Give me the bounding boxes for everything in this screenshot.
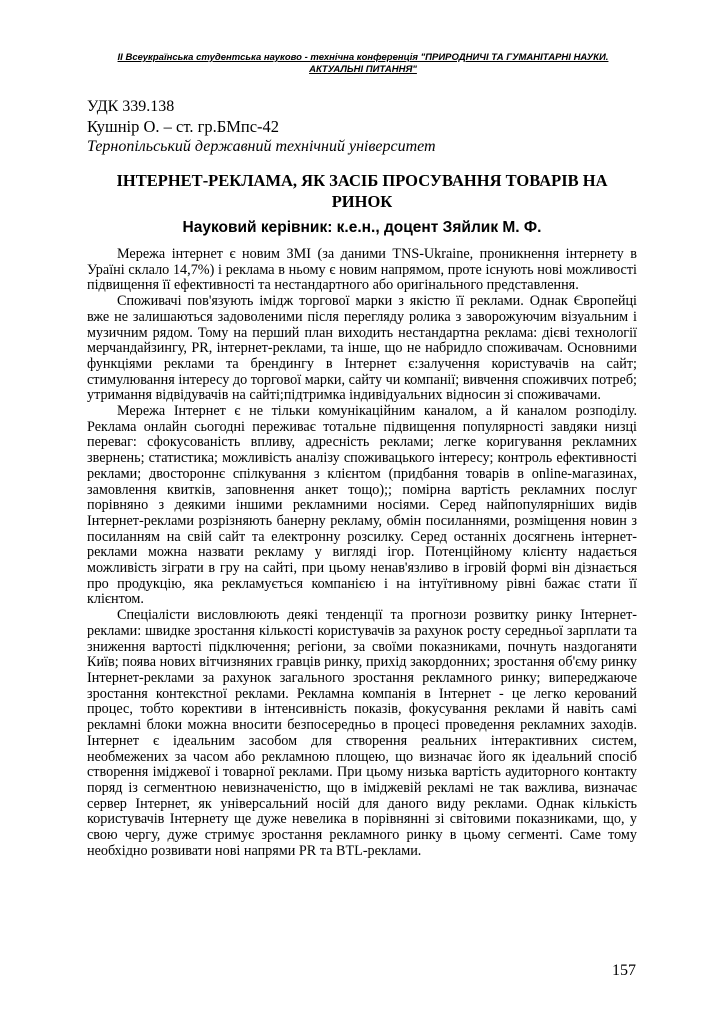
paper-title: ІНТЕРНЕТ-РЕКЛАМА, ЯК ЗАСІБ ПРОСУВАННЯ ТОВАРІВ НА РИНОК xyxy=(116,171,608,211)
body-paragraph: Споживачі пов'язують імідж торгової марки з якістю її реклами. Однак Європейці вже не залишаються задоволеними після перегляду ролика з заворожуючим візуальним і музичним рядом. Тому на перший план виходить нестандартна реклама: дієві технології мерчандайзингу, PR, інтернет-реклами, та інше, що не набридло споживачам. Основними функціями реклами та брендингу в Інтернет є:залучення користувачів на сайт; стимулювання інтересу до торгової марки, сайту чи компанії; вивчення споживчих потреб; утримання відвідувачів на сайті;підтримка індивідуальних відносин зі споживачами. xyxy=(87,293,637,404)
author: Кушнір О. – ст. гр.БМпс-42 xyxy=(87,117,280,136)
paper-body xyxy=(87,247,637,859)
conference-header-line1: ІІ Всеукраїнська студентська науково - технічна конференція "ПРИРОДНИЧІ ТА ГУМАНІТАРНІ НАУКИ. xyxy=(117,52,609,63)
page-number: 157 xyxy=(612,962,636,979)
conference-header-line2: АКТУАЛЬНІ ПИТАННЯ" xyxy=(309,64,417,75)
conference-header xyxy=(90,52,636,76)
body-paragraph: Мережа Інтернет є не тільки комунікаційним каналом, а й каналом розподілу. Реклама онлайн сьогодні переживає тотальне підвищення популярності завдяки низці переваг: сфокусованість впливу, адресність реклами; легке коригування рекламних звернень; статистика; можливість аналізу споживацького інтересу; контроль ефективності реклами; двостороннє спілкування з клієнтом (придбання товарів в online-магазинах, замовлення квитків, заповнення анкет тощо);; помірна вартість рекламних послуг порівняно з деякими іншими рекламними носіями. Серед найпопулярніших видів Інтернет-реклами розрізняють банерну рекламу, обмін посиланнями, розміщення новин з посиланням на свій сайт та електронну розсилку. Серед останніх досягнень інтернет-реклами можна назвати рекламу у вигляді ігор. Потенційному клієнту надається можливість зіграти в гру на сайті, при цьому ненав'язливо в ігровій формі він дізнається про продукцію, яка рекламується компанією і на інтуїтивному рівні бажає стати її клієнтом. xyxy=(87,403,637,608)
affiliation: Тернопільський державний технічний університет xyxy=(87,138,436,155)
body-paragraph: Спеціалісти висловлюють деякі тенденції та прогнози розвитку ринку Інтернет-реклами: швидке зростання кількості користувачів за рахунок росту середньої зарплати та зниження вартості підключення; регіони, за своїми показниками, почнуть наздоганяти Київ; поява нових вітчизняних гравців ринку, прихід закордонних; зростання об'єму ринку Інтернет-реклами за рахунок загального зростання рекламного ринку; випереджаюче зростання контекстної реклами. Рекламна компанія в Інтернет - це легко керований процес, тобто корективи в інтенсивність показів, фокусування реклами й навіть самі рекламні блоки можна вносити безпосередньо в процесі проведення рекламних заходів. Інтернет є ідеальним засобом для створення реальних інтерактивних систем, необмежених за часом або рекламною площею, що визначає його як ідеальний спосіб створення іміджевої і товарної реклами. При цьому низька вартість аудиторного контакту поряд із сегментною невизначеністю, що в іміджевій рекламі не так важлива, визначає сервер Інтернет, як універсальний носій для даного виду реклами. Однак кількість користувачів Інтернету ще дуже невелика в порівнянні зі світовими показниками, що, у свою чергу, дуже стримує зростання рекламного ринку в цьому сегменті. Саме тому необхідно розвивати нові напрями PR та BTL-реклами. xyxy=(87,607,637,859)
body-paragraph: Мережа інтернет є новим ЗМІ (за даними TNS-Ukraine, проникнення інтернету в Ураїні склало 14,7%) і реклама в ньому є новим напрямом, проте існують нові можливості підвищення її ефективності та нестандартного або оригінального представлення. xyxy=(87,246,637,294)
scientific-advisor: Науковий керівник: к.е.н., доцент Зяйлик М. Ф. xyxy=(182,219,542,236)
udc-code: УДК 339.138 xyxy=(87,98,175,115)
